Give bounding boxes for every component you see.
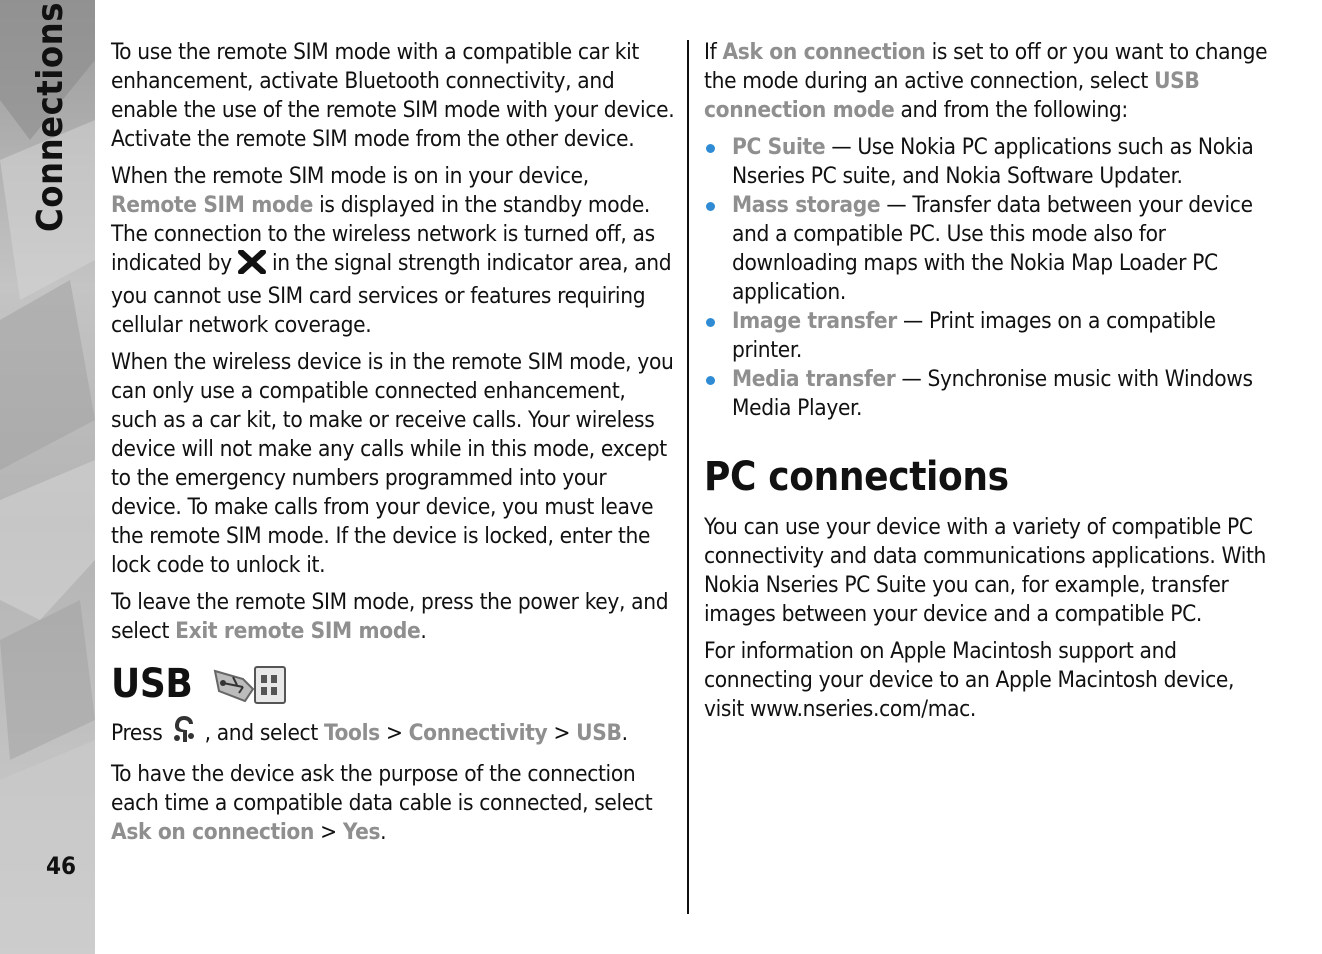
text: Press — [111, 720, 163, 746]
paragraph-remote-sim-intro: To use the remote SIM mode with a compatible car kit enhancement, activate Bluetooth connectivity, and enable the use of the remote SIM mode with your device. Activate the remote SIM mode from the other device. — [111, 39, 675, 152]
paragraph-remote-sim-on — [111, 162, 677, 340]
menu-key-icon — [169, 714, 199, 752]
separator: > — [553, 720, 571, 746]
x-mark-icon — [238, 250, 266, 282]
separator: > — [385, 720, 403, 746]
ui-term-mass-storage: Mass storage — [732, 192, 881, 218]
text: , and select — [204, 720, 318, 746]
ui-term-yes: Yes — [342, 819, 381, 845]
usb-mode-list — [704, 133, 1270, 423]
ui-term-remote-sim-mode: Remote SIM mode — [111, 192, 314, 218]
paragraph-remote-sim-calls: When the wireless device is in the remote SIM mode, you can only use a compatible connected enhancement, such as a car kit, to make or receive calls. Your wireless device will not make any calls while in this mode, except to the emergency numbers programmed into your device. To make calls from your device, you must leave the remote SIM mode. If the device is locked, enter the lock code to unlock it. — [111, 349, 674, 578]
right-column — [704, 38, 1270, 732]
text: If — [704, 39, 717, 65]
ui-term-tools: Tools — [324, 720, 380, 746]
section-tab: Connections — [30, 2, 71, 232]
page-number: 46 — [46, 852, 77, 880]
list-item — [704, 307, 1270, 365]
paragraph-apple-mac: For information on Apple Macintosh support and connecting your device to an Apple Macintosh device, visit www.nseries.com/mac. — [704, 638, 1235, 722]
usb-heading-text: USB — [111, 661, 193, 707]
separator: > — [320, 819, 337, 845]
paragraph-leave-remote-sim — [111, 588, 677, 646]
ui-term-pc-suite: PC Suite — [732, 134, 826, 160]
text: — Transfer data between your device and a compatible PC. Use this mode also for downloading maps with the Nokia Map Loader PC application. — [732, 192, 1253, 305]
ui-term-ask-on-connection: Ask on connection — [722, 39, 926, 65]
text: To have the device ask the purpose of the connection each time a compatible data cable is connected, select — [111, 761, 653, 816]
ui-term-usb: USB — [576, 720, 622, 746]
list-item — [704, 133, 1270, 191]
ui-term-usb-connection-mode: USB connection mode — [704, 68, 1200, 123]
text: When the remote SIM mode is on in your device, — [111, 163, 589, 189]
text: . — [621, 720, 628, 746]
list-item — [704, 191, 1270, 307]
text: — Use Nokia PC applications such as Nokia Nseries PC suite, and Nokia Software Updater. — [732, 134, 1254, 189]
paragraph-pc-connectivity: You can use your device with a variety of compatible PC connectivity and data communications applications. With Nokia Nseries PC Suite you can, for example, transfer images between your device and a compatible PC. — [704, 514, 1267, 627]
column-divider — [687, 40, 689, 914]
text: and from the following: — [900, 97, 1128, 123]
text: in the signal strength indicator area, and you cannot use SIM card services or features requiring cellular network coverage. — [111, 250, 672, 338]
text: — Print images on a compatible printer. — [732, 308, 1216, 363]
pc-connections-heading: PC connections — [704, 454, 1009, 500]
text: . — [380, 819, 387, 845]
usb-plug-icon — [209, 661, 289, 707]
paragraph-usb-ask — [111, 760, 677, 847]
list-item — [704, 365, 1270, 423]
usb-heading — [111, 660, 677, 708]
ui-term-media-transfer: Media transfer — [732, 366, 896, 392]
paragraph-usb-mode-change — [704, 38, 1270, 125]
ui-term-image-transfer: Image transfer — [732, 308, 897, 334]
ui-term-connectivity: Connectivity — [408, 720, 548, 746]
text: . — [420, 618, 427, 644]
ui-term-ask-on-connection: Ask on connection — [111, 819, 315, 845]
left-column — [111, 38, 677, 855]
text: — Synchronise music with Windows Media Player. — [732, 366, 1253, 421]
ui-term-exit-remote-sim: Exit remote SIM mode — [175, 618, 421, 644]
text: is set to off or you want to change the mode during an active connection, select — [704, 39, 1268, 94]
paragraph-usb-path — [111, 714, 677, 752]
text: is displayed in the standby mode. The connection to the wireless network is turned off, as indicated by — [111, 192, 655, 276]
text: To leave the remote SIM mode, press the power key, and select — [111, 589, 669, 644]
